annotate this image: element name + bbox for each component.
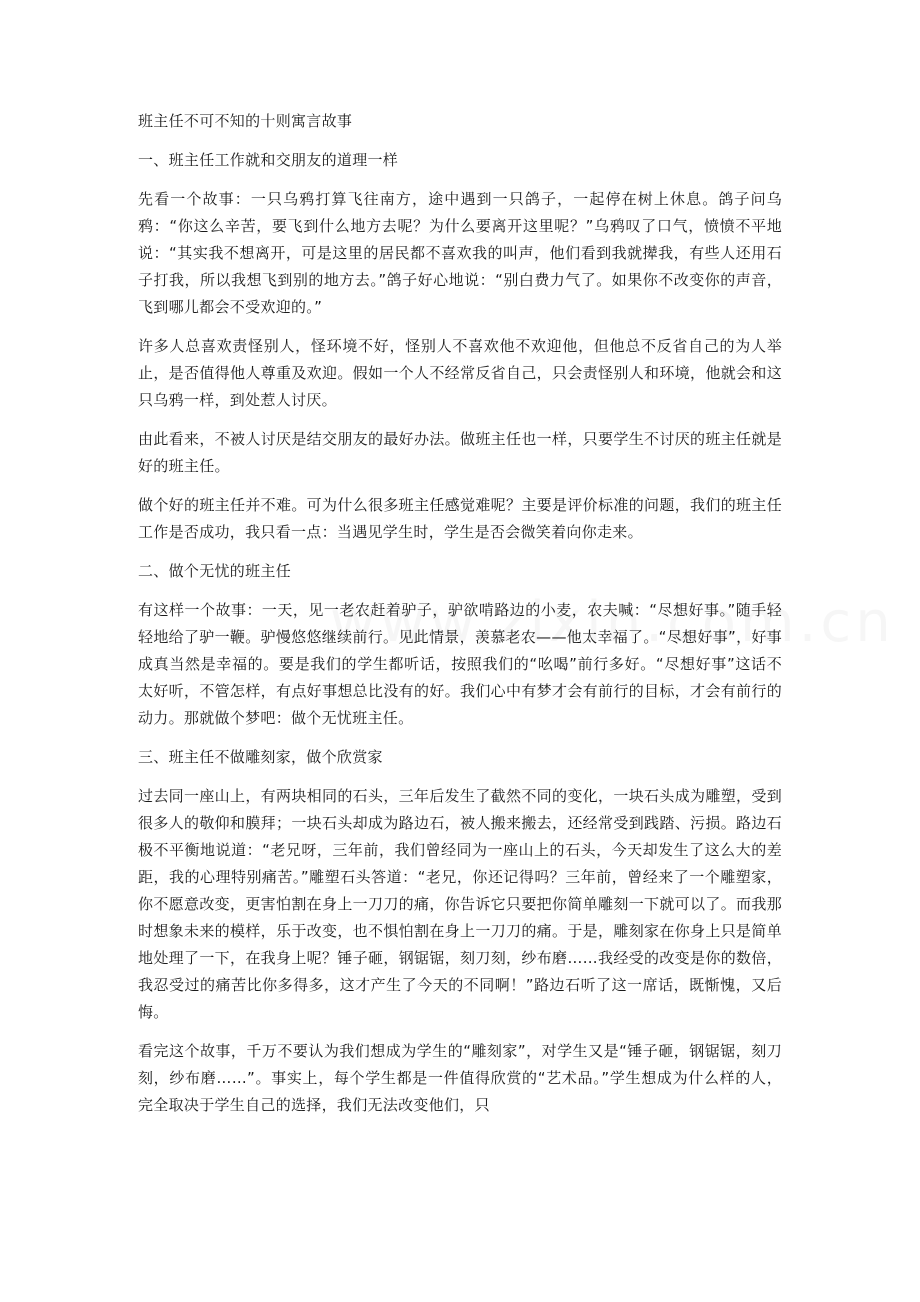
section-heading-1: 一、班主任工作就和交朋友的道理一样 <box>138 151 399 169</box>
paragraph: 做个好的班主任并不难。可为什么很多班主任感觉难呢？主要是评价标准的问题，我们的班主任工作是否成功，我只看一点：当遇见学生时，学生是否会微笑着向你走来。 <box>138 496 782 541</box>
paragraph: 看完这个故事，千万不要认为我们想成为学生的“雕刻家”，对学生又是“锤子砸，钢锯锯，刻刀刻，纱布磨……”。事实上，每个学生都是一件值得欣赏的“艺术品。”学生想成为什么样的人，完全取决于学生自己的选择，我们无法改变他们，只 <box>138 1042 782 1114</box>
paragraph: 过去同一座山上，有两块相同的石头，三年后发生了截然不同的变化，一块石头成为雕塑，受到很多人的敬仰和膜拜；一块石头却成为路边石，被人搬来搬去，还经常受到践踏、污损。路边石极不平衡地说道：“老兄呀，三年前，我们曾经同为一座山上的石头，今天却发生了这么大的差距，我的心理特别痛苦。”雕塑石头答道：“老兄，你还记得吗？三年前，曾经来了一个雕塑家，你不愿意改变，更害怕割在身上一刀刀的痛，你告诉它只要把你简单雕刻一下就可以了。而我那时想象未来的模样，乐于改变，也不惧怕割在身上一刀刀的痛。于是，雕刻家在你身上只是简单地处理了一下，在我身上呢？锤子砸，钢锯锯，刻刀刻，纱布磨……我经受的改变是你的数倍，我忍受过的痛苦比你多得多，这才产生了今天的不同啊！”路边石听了这一席话，既惭愧，又后悔。 <box>138 787 782 1021</box>
paragraph: 有这样一个故事：一天，见一老农赶着驴子，驴欲啃路边的小麦，农夫喊：“尽想好事。”随手轻轻地给了驴一鞭。驴慢悠悠继续前行。见此情景，羡慕老农——他太幸福了。“尽想好事”，好事成真当然是幸福的。要是我们的学生都听话，按照我们的“吆喝”前行多好。“尽想好事”这话不太好听，不管怎样，有点好事想总比没有的好。我们心中有梦才会有前行的目标，才会有前行的动力。那就做个梦吧：做个无忧班主任。 <box>138 601 782 727</box>
section-heading-3: 三、班主任不做雕刻家，做个欣赏家 <box>138 748 383 766</box>
paragraph: 许多人总喜欢责怪别人，怪环境不好，怪别人不喜欢他不欢迎他，但他总不反省自己的为人举止，是否值得他人尊重及欢迎。假如一个人不经常反省自己，只会责怪别人和环境，他就会和这只乌鸦一样，到处惹人讨厌。 <box>138 337 782 409</box>
document-title: 班主任不可不知的十则寓言故事 <box>138 112 353 130</box>
paragraph: 先看一个故事：一只乌鸦打算飞往南方，途中遇到一只鸽子，一起停在树上休息。鸽子问乌鸦：“你这么辛苦，要飞到什么地方去呢？为什么要离开这里呢？”乌鸦叹了口气，愤愤不平地说：“其实我不想离开，可是这里的居民都不喜欢我的叫声，他们看到我就撵我，有些人还用石子打我，所以我想飞到别的地方去。”鸽子好心地说：“别白费力气了。如果你不改变你的声音，飞到哪儿都会不受欢迎的。” <box>138 190 782 316</box>
section-heading-2: 二、做个无忧的班主任 <box>138 562 292 580</box>
document-page <box>138 108 782 1131</box>
paragraph: 由此看来，不被人讨厌是结交朋友的最好办法。做班主任也一样，只要学生不讨厌的班主任就是好的班主任。 <box>138 430 782 475</box>
